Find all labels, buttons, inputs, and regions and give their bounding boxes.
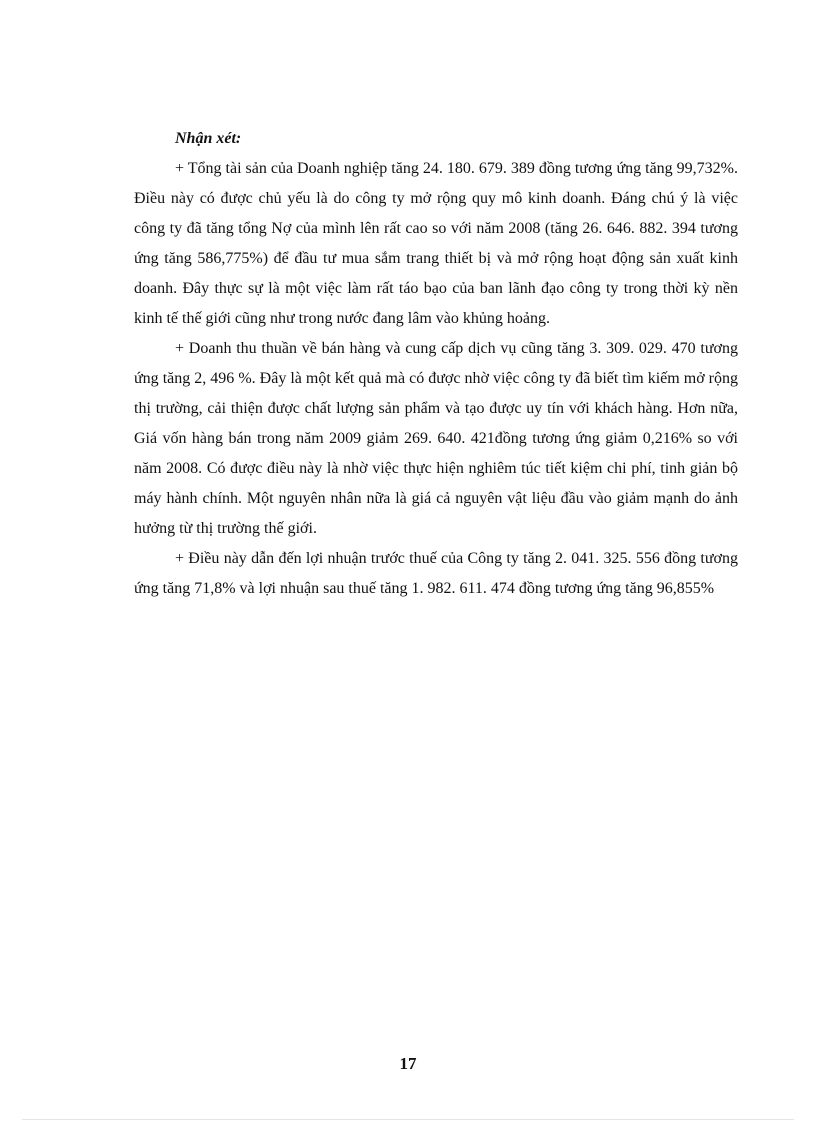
page-number: 17 <box>399 1054 417 1073</box>
page-bottom-divider <box>22 1119 794 1120</box>
document-body <box>134 124 738 604</box>
paragraph-total-assets: + Tổng tài sản của Doanh nghiệp tăng 24. 180. 679. 389 đồng tương ứng tăng 99,732%. Điều này có được chủ yếu là do công ty mở rộng quy mô kinh doanh. Đáng chú ý là việc công ty đã tăng tổng Nợ của mình lên rất cao so với năm 2008 (tăng 26. 646. 882. 394 tương ứng tăng 586,775%) để đầu tư mua sắm trang thiết bị và mở rộng hoạt động sản xuất kinh doanh. Đây thực sự là một việc làm rất táo bạo của ban lãnh đạo công ty trong thời kỳ nền kinh tế thế giới cũng như trong nước đang lâm vào khủng hoảng. <box>134 160 738 327</box>
paragraph-profit: + Điều này dẫn đến lợi nhuận trước thuế của Công ty tăng 2. 041. 325. 556 đồng tương ứng tăng 71,8% và lợi nhuận sau thuế tăng 1. 982. 611. 474 đồng tương ứng tăng 96,855% <box>134 550 738 597</box>
section-heading: Nhận xét: <box>175 130 242 147</box>
paragraph-revenue: + Doanh thu thuần về bán hàng và cung cấp dịch vụ cũng tăng 3. 309. 029. 470 tương ứng tăng 2, 496 %. Đây là một kết quả mà có được nhờ việc công ty đã biết tìm kiếm mở rộng thị trường, cải thiện được chất lượng sản phẩm và tạo được uy tín với khách hàng. Hơn nữa, Giá vốn hàng bán trong năm 2009 giảm 269. 640. 421đồng tương ứng giảm 0,216% so với năm 2008. Có được điều này là nhờ việc thực hiện nghiêm túc tiết kiệm chi phí, tinh giản bộ máy hành chính. Một nguyên nhân nữa là giá cả nguyên vật liệu đầu vào giảm mạnh do ảnh hưởng từ thị trường thế giới. <box>134 340 738 537</box>
